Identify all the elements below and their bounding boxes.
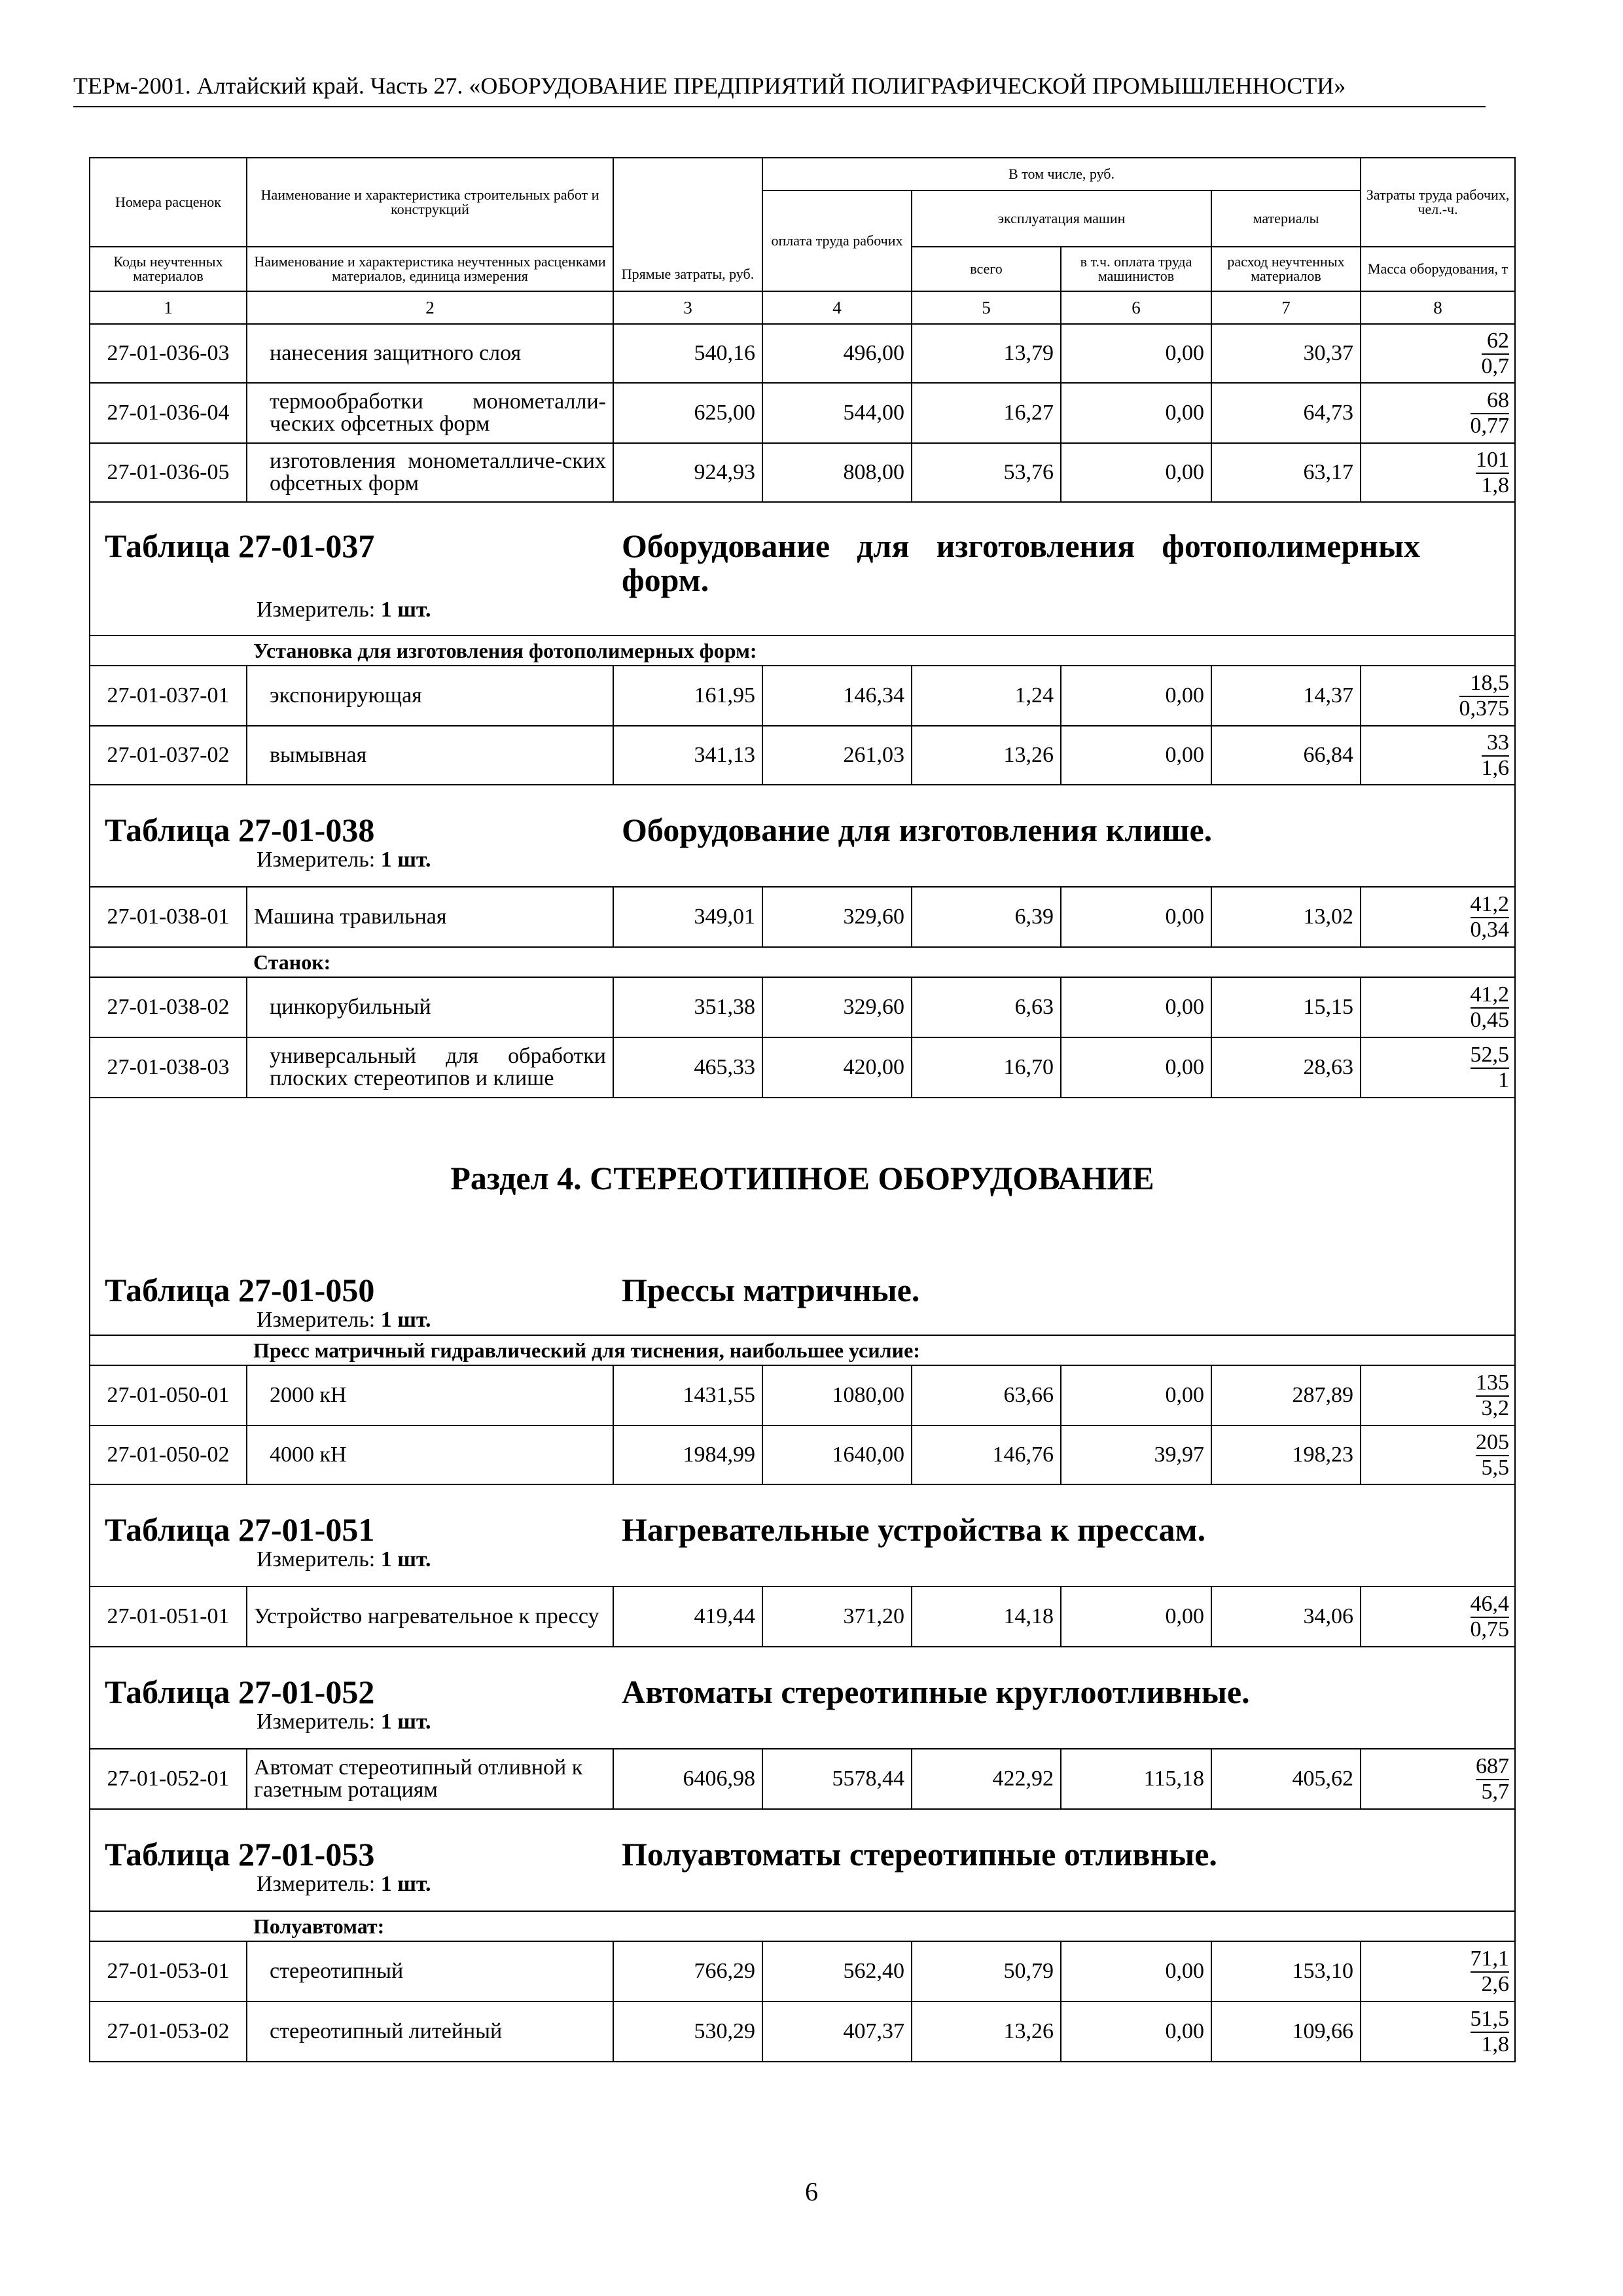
row-code: 27-01-036-05 bbox=[90, 443, 247, 502]
col-materials: материалы bbox=[1211, 190, 1361, 247]
labor-mass-cell bbox=[1361, 977, 1515, 1037]
labor-mass-cell bbox=[1361, 324, 1515, 383]
wages: 808,00 bbox=[762, 443, 912, 502]
group-label: Установка для изготовления фотополимерных форм: bbox=[247, 636, 1515, 666]
machines-total: 50,79 bbox=[912, 1941, 1061, 2001]
measure-value: 1 шт. bbox=[380, 1308, 431, 1332]
labor-value: 71,1 bbox=[1471, 1947, 1510, 1973]
table-heading bbox=[90, 1484, 1515, 1587]
materials: 30,37 bbox=[1211, 324, 1361, 383]
wages: 407,37 bbox=[762, 2001, 912, 2062]
group-row bbox=[90, 1911, 1515, 1941]
column-numbers-row bbox=[90, 291, 1515, 324]
direct-cost: 341,13 bbox=[613, 726, 762, 785]
row-name: термообработки монометалли-ческих офсетных форм bbox=[247, 383, 613, 443]
measure-label: Измеритель: bbox=[257, 848, 376, 872]
mass-value: 2,6 bbox=[1481, 1971, 1510, 1996]
materials: 405,62 bbox=[1211, 1749, 1361, 1809]
table-row bbox=[90, 977, 1515, 1037]
table-row bbox=[90, 1037, 1515, 1098]
col-mat-unacc: расход неучтенных материалов bbox=[1211, 247, 1361, 291]
row-code: 27-01-050-02 bbox=[90, 1426, 247, 1484]
machines-wages: 0,00 bbox=[1061, 666, 1211, 726]
col-num: 6 bbox=[1061, 291, 1211, 324]
table-number: Таблица 27-01-052 bbox=[105, 1674, 375, 1710]
machines-total: 6,39 bbox=[912, 887, 1061, 947]
row-name: цинкорубильный bbox=[247, 977, 613, 1037]
mass-value: 0,375 bbox=[1459, 696, 1510, 721]
table-row bbox=[90, 887, 1515, 947]
col-direct: Прямые затраты, руб. bbox=[613, 158, 762, 291]
direct-cost: 349,01 bbox=[613, 887, 762, 947]
materials: 28,63 bbox=[1211, 1037, 1361, 1098]
labor-value: 41,2 bbox=[1471, 893, 1510, 918]
table-number: Таблица 27-01-037 bbox=[105, 528, 375, 564]
row-name: Автомат стереотипный отливной к газетным ротациям bbox=[247, 1749, 613, 1809]
materials: 153,10 bbox=[1211, 1941, 1361, 2001]
machines-total: 13,79 bbox=[912, 324, 1061, 383]
labor-mass-fraction bbox=[1476, 1431, 1509, 1480]
row-code: 27-01-053-01 bbox=[90, 1941, 247, 2001]
materials: 34,06 bbox=[1211, 1587, 1361, 1647]
measure-label: Измеритель: bbox=[257, 1872, 376, 1896]
labor-mass-cell bbox=[1361, 1037, 1515, 1098]
table-row bbox=[90, 443, 1515, 502]
price-table bbox=[89, 157, 1516, 2062]
col-labor: Затраты труда рабочих, чел.-ч. bbox=[1361, 158, 1515, 247]
labor-value: 205 bbox=[1476, 1431, 1509, 1456]
machines-wages: 0,00 bbox=[1061, 1037, 1211, 1098]
mass-value: 0,75 bbox=[1470, 1617, 1510, 1641]
measure bbox=[90, 1709, 1514, 1736]
labor-value: 68 bbox=[1471, 389, 1510, 414]
machines-total: 1,24 bbox=[912, 666, 1061, 726]
measure-value: 1 шт. bbox=[380, 1710, 431, 1734]
row-code: 27-01-052-01 bbox=[90, 1749, 247, 1809]
machines-wages: 0,00 bbox=[1061, 383, 1211, 443]
direct-cost: 766,29 bbox=[613, 1941, 762, 2001]
table-row bbox=[90, 383, 1515, 443]
table-number: Таблица 27-01-038 bbox=[105, 812, 375, 848]
mass-value: 1,8 bbox=[1481, 2032, 1510, 2056]
measure bbox=[90, 597, 1514, 624]
row-code: 27-01-051-01 bbox=[90, 1587, 247, 1647]
table-row bbox=[90, 726, 1515, 785]
labor-mass-cell bbox=[1361, 1426, 1515, 1484]
mass-value: 0,7 bbox=[1481, 353, 1510, 378]
labor-value: 33 bbox=[1482, 731, 1510, 757]
row-name: нанесения защитного слоя bbox=[247, 324, 613, 383]
measure bbox=[90, 847, 1514, 874]
machines-total: 13,26 bbox=[912, 726, 1061, 785]
table-heading-row bbox=[90, 1484, 1515, 1587]
row-name: стереотипный литейный bbox=[247, 2001, 613, 2062]
machines-total: 422,92 bbox=[912, 1749, 1061, 1809]
machines-wages: 0,00 bbox=[1061, 726, 1211, 785]
measure-label: Измеритель: bbox=[257, 598, 376, 622]
table-heading bbox=[90, 1647, 1515, 1749]
machines-total: 13,26 bbox=[912, 2001, 1061, 2062]
labor-mass-cell bbox=[1361, 1749, 1515, 1809]
machines-total: 146,76 bbox=[912, 1426, 1061, 1484]
wages: 1080,00 bbox=[762, 1365, 912, 1426]
machines-total: 6,63 bbox=[912, 977, 1061, 1037]
measure bbox=[90, 1547, 1514, 1574]
header-row-1 bbox=[90, 158, 1515, 190]
direct-cost: 1984,99 bbox=[613, 1426, 762, 1484]
table-row bbox=[90, 1941, 1515, 2001]
table-row bbox=[90, 2001, 1515, 2062]
materials: 13,02 bbox=[1211, 887, 1361, 947]
machines-total: 16,70 bbox=[912, 1037, 1061, 1098]
machines-wages: 39,97 bbox=[1061, 1426, 1211, 1484]
materials: 66,84 bbox=[1211, 726, 1361, 785]
measure-label: Измеритель: bbox=[257, 1547, 376, 1571]
labor-mass-fraction bbox=[1471, 1592, 1510, 1641]
labor-mass-cell bbox=[1361, 666, 1515, 726]
header-rule bbox=[73, 106, 1486, 107]
machines-wages: 0,00 bbox=[1061, 324, 1211, 383]
wages: 544,00 bbox=[762, 383, 912, 443]
wages: 329,60 bbox=[762, 887, 912, 947]
direct-cost: 1431,55 bbox=[613, 1365, 762, 1426]
row-name: изготовления монометалличе-ских офсетных форм bbox=[247, 443, 613, 502]
col-mach-total: всего bbox=[912, 247, 1061, 291]
labor-mass-cell bbox=[1361, 726, 1515, 785]
labor-mass-fraction bbox=[1459, 672, 1510, 721]
measure-value: 1 шт. bbox=[380, 598, 431, 622]
direct-cost: 465,33 bbox=[613, 1037, 762, 1098]
wages: 562,40 bbox=[762, 1941, 912, 2001]
machines-total: 53,76 bbox=[912, 443, 1061, 502]
labor-mass-cell bbox=[1361, 1587, 1515, 1647]
wages: 261,03 bbox=[762, 726, 912, 785]
direct-cost: 161,95 bbox=[613, 666, 762, 726]
direct-cost: 625,00 bbox=[613, 383, 762, 443]
col-num: 1 bbox=[90, 291, 247, 324]
table-title: Нагревательные устройства к прессам. bbox=[622, 1511, 1206, 1548]
labor-mass-fraction bbox=[1471, 2007, 1510, 2056]
col-wages: оплата труда рабочих bbox=[762, 190, 912, 291]
labor-value: 101 bbox=[1476, 448, 1509, 474]
row-code: 27-01-053-02 bbox=[90, 2001, 247, 2062]
machines-wages: 0,00 bbox=[1061, 2001, 1211, 2062]
table-title: Оборудование для изготовления фотополимерных форм. bbox=[622, 528, 1420, 598]
table-row bbox=[90, 1426, 1515, 1484]
table-row bbox=[90, 1587, 1515, 1647]
labor-mass-fraction bbox=[1482, 731, 1510, 780]
machines-total: 63,66 bbox=[912, 1365, 1061, 1426]
measure bbox=[90, 1307, 1514, 1335]
col-machines: эксплуатация машин bbox=[912, 190, 1211, 247]
wages: 329,60 bbox=[762, 977, 912, 1037]
mass-value: 0,34 bbox=[1470, 917, 1510, 942]
labor-mass-cell bbox=[1361, 1941, 1515, 2001]
wages: 1640,00 bbox=[762, 1426, 912, 1484]
table-row bbox=[90, 1365, 1515, 1426]
materials: 109,66 bbox=[1211, 2001, 1361, 2062]
wages: 146,34 bbox=[762, 666, 912, 726]
col-num: 5 bbox=[912, 291, 1061, 324]
mass-value: 5,5 bbox=[1481, 1455, 1510, 1480]
row-name: 4000 кН bbox=[247, 1426, 613, 1484]
wages: 371,20 bbox=[762, 1587, 912, 1647]
direct-cost: 540,16 bbox=[613, 324, 762, 383]
machines-total: 16,27 bbox=[912, 383, 1061, 443]
labor-value: 62 bbox=[1482, 329, 1510, 355]
mass-value: 1,6 bbox=[1481, 755, 1510, 780]
direct-cost: 351,38 bbox=[613, 977, 762, 1037]
labor-mass-fraction bbox=[1476, 1755, 1509, 1804]
direct-cost: 924,93 bbox=[613, 443, 762, 502]
page-number: 6 bbox=[805, 2177, 818, 2206]
labor-mass-fraction bbox=[1476, 448, 1509, 497]
row-name: экспонирующая bbox=[247, 666, 613, 726]
machines-wages: 0,00 bbox=[1061, 887, 1211, 947]
table-row bbox=[90, 666, 1515, 726]
labor-value: 687 bbox=[1476, 1755, 1509, 1780]
mass-value: 1,8 bbox=[1481, 473, 1510, 497]
col-code-top: Номера расценок bbox=[90, 158, 247, 247]
col-num: 2 bbox=[247, 291, 613, 324]
labor-mass-fraction bbox=[1471, 1043, 1510, 1092]
row-code: 27-01-037-02 bbox=[90, 726, 247, 785]
row-code: 27-01-038-02 bbox=[90, 977, 247, 1037]
wages: 5578,44 bbox=[762, 1749, 912, 1809]
materials: 64,73 bbox=[1211, 383, 1361, 443]
col-num: 3 bbox=[613, 291, 762, 324]
table-heading bbox=[90, 1257, 1515, 1335]
col-mass: Масса оборудования, т bbox=[1361, 247, 1515, 291]
labor-mass-cell bbox=[1361, 443, 1515, 502]
table-body bbox=[90, 158, 1515, 2062]
col-mach-wages: в т.ч. оплата труда машинистов bbox=[1061, 247, 1211, 291]
col-num: 4 bbox=[762, 291, 912, 324]
row-name: универсальный для обработки плоских стереотипов и клише bbox=[247, 1037, 613, 1098]
table-heading-row bbox=[90, 1257, 1515, 1335]
mass-value: 0,45 bbox=[1470, 1007, 1510, 1032]
labor-value: 135 bbox=[1476, 1371, 1509, 1397]
labor-value: 18,5 bbox=[1459, 672, 1510, 697]
table-heading bbox=[90, 1809, 1515, 1911]
labor-mass-fraction bbox=[1471, 1947, 1510, 1996]
row-name: стереотипный bbox=[247, 1941, 613, 2001]
col-num: 7 bbox=[1211, 291, 1361, 324]
table-title: Оборудование для изготовления клише. bbox=[622, 812, 1213, 848]
group-label: Станок: bbox=[247, 947, 1515, 977]
machines-wages: 0,00 bbox=[1061, 977, 1211, 1037]
table-heading-row bbox=[90, 1647, 1515, 1749]
measure bbox=[90, 1871, 1514, 1899]
table-number: Таблица 27-01-053 bbox=[105, 1836, 375, 1873]
table-title: Полуавтоматы стереотипные отливные. bbox=[622, 1836, 1217, 1873]
col-code-bottom: Коды неучтенных материалов bbox=[90, 247, 247, 291]
machines-wages: 0,00 bbox=[1061, 443, 1211, 502]
wages: 496,00 bbox=[762, 324, 912, 383]
materials: 63,17 bbox=[1211, 443, 1361, 502]
table-heading bbox=[90, 785, 1515, 887]
materials: 198,23 bbox=[1211, 1426, 1361, 1484]
measure-label: Измеритель: bbox=[257, 1710, 376, 1734]
row-name: вымывная bbox=[247, 726, 613, 785]
row-code: 27-01-037-01 bbox=[90, 666, 247, 726]
mass-value: 0,77 bbox=[1470, 413, 1510, 438]
measure-value: 1 шт. bbox=[380, 848, 431, 872]
direct-cost: 530,29 bbox=[613, 2001, 762, 2062]
labor-value: 51,5 bbox=[1471, 2007, 1510, 2033]
labor-mass-cell bbox=[1361, 383, 1515, 443]
group-row bbox=[90, 636, 1515, 666]
row-code: 27-01-050-01 bbox=[90, 1365, 247, 1426]
machines-wages: 0,00 bbox=[1061, 1365, 1211, 1426]
group-label: Пресс матричный гидравлический для тиснения, наибольшее усилие: bbox=[247, 1335, 1515, 1365]
col-incl: В том числе, руб. bbox=[762, 158, 1361, 190]
table-title: Автоматы стереотипные круглоотливные. bbox=[622, 1674, 1250, 1710]
row-name: Машина травильная bbox=[247, 887, 613, 947]
row-code: 27-01-036-03 bbox=[90, 324, 247, 383]
measure-label: Измеритель: bbox=[257, 1308, 376, 1332]
mass-value: 1 bbox=[1498, 1067, 1510, 1092]
machines-wages: 0,00 bbox=[1061, 1941, 1211, 2001]
group-row bbox=[90, 947, 1515, 977]
section-title: Раздел 4. СТЕРЕОТИПНОЕ ОБОРУДОВАНИЕ bbox=[90, 1098, 1515, 1257]
labor-mass-fraction bbox=[1471, 389, 1510, 438]
measure-value: 1 шт. bbox=[380, 1547, 431, 1571]
direct-cost: 419,44 bbox=[613, 1587, 762, 1647]
wages: 420,00 bbox=[762, 1037, 912, 1098]
labor-value: 46,4 bbox=[1471, 1592, 1510, 1618]
machines-wages: 0,00 bbox=[1061, 1587, 1211, 1647]
mass-value: 3,2 bbox=[1481, 1395, 1510, 1420]
row-code: 27-01-038-03 bbox=[90, 1037, 247, 1098]
materials: 287,89 bbox=[1211, 1365, 1361, 1426]
labor-mass-fraction bbox=[1476, 1371, 1509, 1420]
labor-mass-fraction bbox=[1471, 893, 1510, 942]
labor-mass-cell bbox=[1361, 1365, 1515, 1426]
col-num: 8 bbox=[1361, 291, 1515, 324]
table-number: Таблица 27-01-050 bbox=[105, 1272, 375, 1308]
row-code: 27-01-036-04 bbox=[90, 383, 247, 443]
machines-wages: 115,18 bbox=[1061, 1749, 1211, 1809]
col-name-top: Наименование и характеристика строительных работ и конструкций bbox=[247, 158, 613, 247]
materials: 15,15 bbox=[1211, 977, 1361, 1037]
row-name: 2000 кН bbox=[247, 1365, 613, 1426]
table-row bbox=[90, 324, 1515, 383]
row-name: Устройство нагревательное к прессу bbox=[247, 1587, 613, 1647]
measure-value: 1 шт. bbox=[380, 1872, 431, 1896]
table-heading-row bbox=[90, 502, 1515, 636]
running-header: ТЕРм-2001. Алтайский край. Часть 27. «ОБОРУДОВАНИЕ ПРЕДПРИЯТИЙ ПОЛИГРАФИЧЕСКОЙ ПРОМЫШЛЕННОСТИ» bbox=[73, 73, 1346, 99]
labor-mass-fraction bbox=[1482, 329, 1510, 378]
group-row bbox=[90, 1335, 1515, 1365]
mass-value: 5,7 bbox=[1481, 1779, 1510, 1804]
materials: 14,37 bbox=[1211, 666, 1361, 726]
table-heading-row bbox=[90, 785, 1515, 887]
table-heading bbox=[90, 502, 1515, 636]
table-row bbox=[90, 1749, 1515, 1809]
row-code: 27-01-038-01 bbox=[90, 887, 247, 947]
direct-cost: 6406,98 bbox=[613, 1749, 762, 1809]
labor-value: 41,2 bbox=[1471, 983, 1510, 1009]
labor-mass-cell bbox=[1361, 887, 1515, 947]
machines-total: 14,18 bbox=[912, 1587, 1061, 1647]
group-label: Полуавтомат: bbox=[247, 1911, 1515, 1941]
table-heading-row bbox=[90, 1809, 1515, 1911]
labor-value: 52,5 bbox=[1471, 1043, 1510, 1069]
section-row bbox=[90, 1098, 1515, 1257]
labor-mass-fraction bbox=[1471, 983, 1510, 1032]
labor-mass-cell bbox=[1361, 2001, 1515, 2062]
table-title: Прессы матричные. bbox=[622, 1272, 920, 1308]
col-name-bottom: Наименование и характеристика неучтенных расценками материалов, единица измерения bbox=[247, 247, 613, 291]
table-number: Таблица 27-01-051 bbox=[105, 1511, 375, 1548]
